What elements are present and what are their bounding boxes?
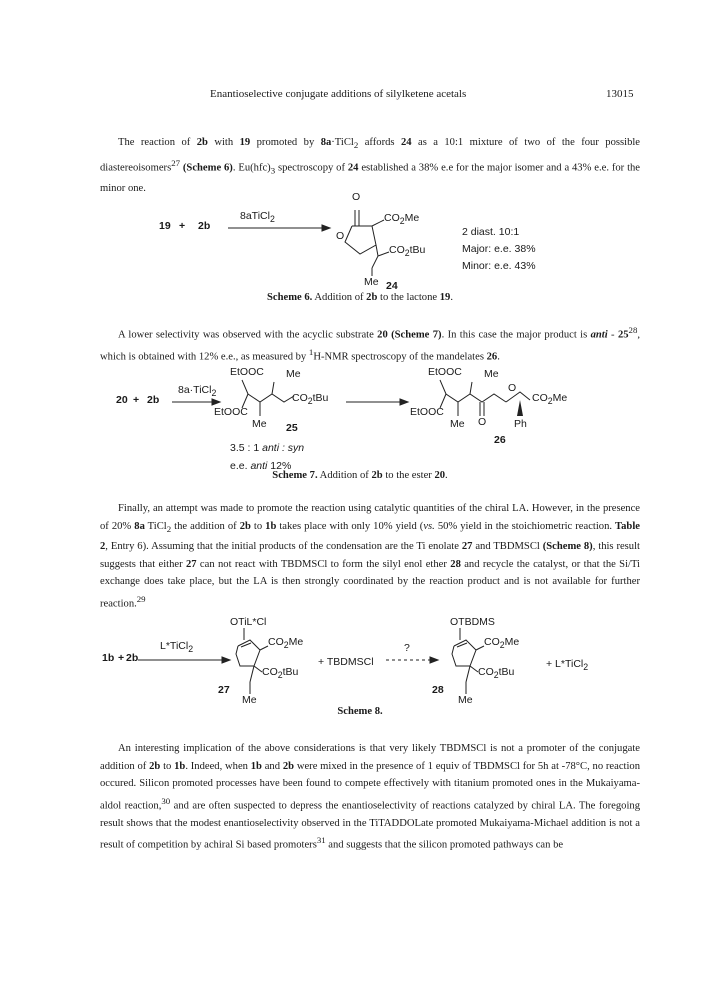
text: CO bbox=[532, 392, 548, 404]
scheme-ref: (Scheme 8) bbox=[542, 541, 593, 553]
methyl-bottom-label-2: Me bbox=[450, 418, 465, 430]
text: CO bbox=[389, 244, 405, 256]
text: tBu bbox=[312, 392, 329, 404]
co2tbu-label bbox=[389, 244, 425, 258]
co2tbu-label bbox=[292, 392, 328, 406]
compound-ref: 24 bbox=[347, 162, 359, 174]
catalyst-label bbox=[546, 658, 588, 672]
caption-label: Scheme 6. bbox=[267, 292, 313, 303]
subscript: 2 bbox=[404, 248, 410, 259]
methyl-top-label-2: Me bbox=[484, 368, 499, 380]
paragraph-4 bbox=[100, 740, 640, 854]
text: . bbox=[497, 351, 500, 363]
text: and TBDMSCl bbox=[472, 541, 543, 553]
compound-27: 27 bbox=[218, 684, 230, 696]
compound-25: 25 bbox=[286, 422, 298, 434]
tbdmscl-label: + TBDMSCl bbox=[318, 656, 374, 668]
text: to bbox=[250, 520, 266, 532]
subscript: 2 bbox=[269, 214, 275, 225]
paragraph-1 bbox=[100, 134, 640, 197]
text: with bbox=[207, 137, 240, 148]
compound-ref: 8a bbox=[320, 137, 332, 148]
compound-ref: 20 bbox=[434, 470, 446, 481]
scheme-8-caption: Scheme 8. bbox=[337, 706, 383, 717]
table-ref: Table 2 bbox=[100, 520, 640, 553]
reference-mark: 28 bbox=[628, 325, 638, 335]
reactant-20: 20 bbox=[116, 394, 128, 406]
page-number: 13015 bbox=[606, 88, 634, 100]
phenyl-label: Ph bbox=[514, 418, 527, 430]
reference-mark: 31 bbox=[316, 835, 326, 846]
methyl-bottom-label: Me bbox=[252, 418, 267, 430]
scheme-6-caption bbox=[0, 292, 720, 303]
paragraph-1-text bbox=[100, 134, 640, 197]
text: promoted by bbox=[250, 137, 321, 148]
text: - bbox=[607, 329, 618, 341]
subscript: 2 bbox=[307, 396, 313, 407]
text: and bbox=[261, 760, 283, 772]
compound-ref: 2b bbox=[371, 470, 383, 481]
text: takes place with only 10% yield ( bbox=[276, 520, 424, 532]
text: were mixed in the presence of 1 equiv of TBDMSCl for 5h at -78°C, no reaction occured. Silicon promoted processes have been found to compete effectively with titanium promoted ones in the Mukaiyama-aldol reaction, bbox=[100, 760, 641, 812]
subscript: 2 bbox=[211, 388, 217, 399]
text: , Entry 6). Assuming that the initial products of the condensation are the Ti enolate bbox=[105, 541, 462, 553]
scheme-7-caption bbox=[0, 470, 720, 481]
compound-ref: 8a bbox=[134, 520, 145, 532]
stereo-term: anti bbox=[590, 329, 608, 341]
carbonyl-oxygen: O bbox=[352, 191, 361, 203]
reagent-label bbox=[178, 384, 216, 398]
text: , which is obtained with 12% e.e., as measured by bbox=[100, 329, 641, 363]
superscript: 1 bbox=[308, 347, 314, 358]
text: . bbox=[450, 292, 453, 303]
compound-ref: 27 bbox=[461, 541, 473, 553]
text: CO bbox=[292, 392, 308, 404]
reactant-2b: 2b bbox=[147, 394, 160, 406]
compound-24: 24 bbox=[386, 280, 398, 292]
co2me-label bbox=[268, 636, 303, 650]
note-minor-ee: Minor: e.e. 43% bbox=[462, 260, 536, 272]
paragraph-3-text bbox=[100, 500, 640, 613]
subscript: 2 bbox=[166, 523, 172, 534]
compound-ref: 28 bbox=[450, 558, 461, 570]
reactant-2b: 2b bbox=[198, 220, 211, 232]
compound-ref: 19 bbox=[439, 292, 451, 303]
text: L*TiCl bbox=[160, 640, 189, 652]
subscript: 2 bbox=[499, 640, 505, 651]
text: 50% yield in the stoichiometric reaction. bbox=[434, 520, 616, 532]
compound-ref: 20 bbox=[377, 329, 388, 341]
etooc-bottom-label: EtOOC bbox=[214, 406, 248, 418]
text: An interesting implication of the above considerations is that very likely TBDMSCl is not a promoter of the conjugate addition of bbox=[100, 743, 640, 772]
text: to the ester bbox=[382, 470, 435, 481]
text: can not react with TBDMSCl to form the silyl enol ether bbox=[196, 558, 451, 570]
text: TiCl bbox=[144, 520, 167, 532]
plus-sign: + bbox=[133, 394, 140, 406]
methyl-top-label: Me bbox=[286, 368, 301, 380]
text: CO bbox=[262, 666, 278, 678]
plus-sign: + bbox=[179, 220, 186, 232]
paragraph-4-text bbox=[100, 740, 640, 854]
scheme-ref: (Scheme 6) bbox=[182, 162, 233, 174]
subscript: 2 bbox=[283, 640, 289, 651]
carbonyl-oxygen: O bbox=[478, 416, 487, 428]
text: Me bbox=[504, 636, 520, 648]
methyl-label: Me bbox=[364, 276, 379, 288]
reactant-2b: 2b bbox=[126, 652, 139, 664]
text: Me bbox=[404, 212, 420, 224]
text: to the lactone bbox=[377, 292, 440, 303]
text: . Indeed, when bbox=[185, 760, 251, 772]
text: 8aTiCl bbox=[240, 210, 270, 222]
plus-sign: + bbox=[118, 652, 125, 664]
text: tBu bbox=[282, 666, 299, 678]
text: Finally, an attempt was made to promote the reaction using catalytic quantities of the chiral LA. However, in the presence of 20% bbox=[100, 503, 640, 532]
text: . bbox=[445, 470, 448, 481]
compound-ref: 2b bbox=[196, 137, 208, 148]
text: 3.5 : 1 bbox=[230, 442, 263, 454]
text: Me bbox=[552, 392, 568, 404]
compound-ref: 19 bbox=[239, 137, 251, 148]
text: anti : syn bbox=[262, 442, 305, 454]
etooc-bottom-label-2: EtOOC bbox=[410, 406, 444, 418]
reference-mark: 30 bbox=[161, 795, 171, 806]
text: Me bbox=[288, 636, 304, 648]
text: + L*TiCl bbox=[546, 658, 584, 670]
text: anti bbox=[250, 460, 268, 472]
text: . In this case the major product is bbox=[441, 329, 591, 341]
compound-ref: 1b bbox=[265, 520, 277, 532]
compound-ref: 27 bbox=[185, 558, 197, 570]
text: CO bbox=[478, 666, 494, 678]
silyl-ether-label: OTBDMS bbox=[450, 616, 495, 628]
reactant-19: 19 bbox=[159, 220, 171, 232]
question-mark: ? bbox=[404, 642, 410, 654]
scheme-7-structure bbox=[0, 360, 720, 480]
text: and suggests that the silicon promoted pathways can be bbox=[325, 839, 564, 851]
text: tBu bbox=[409, 244, 426, 256]
compound-ref: 24 bbox=[400, 137, 412, 148]
text: ·TiCl bbox=[331, 137, 354, 148]
methyl-label: Me bbox=[242, 694, 257, 706]
subscript: 2 bbox=[583, 662, 589, 673]
caption-label: Scheme 7. bbox=[272, 470, 318, 481]
ester-oxygen: O bbox=[508, 382, 517, 394]
text: CO bbox=[484, 636, 500, 648]
compound-ref: 1b bbox=[174, 760, 186, 772]
text: as a 10:1 mixture of two of the four possible diastereoisomers bbox=[100, 137, 641, 174]
subscript: 3 bbox=[270, 165, 276, 176]
scheme-ref: (Scheme 7) bbox=[391, 329, 442, 341]
co2me-label bbox=[532, 392, 567, 406]
text: The reaction of bbox=[118, 137, 197, 148]
subscript: 2 bbox=[277, 670, 283, 681]
etooc-top-label: EtOOC bbox=[230, 366, 264, 378]
titanium-enolate-label: OTiL*Cl bbox=[230, 616, 267, 628]
reactant-1b: 1b bbox=[102, 652, 115, 664]
scheme-7 bbox=[0, 360, 720, 480]
compound-28: 28 bbox=[432, 684, 444, 696]
text: Addition of bbox=[317, 470, 372, 481]
running-header bbox=[210, 88, 466, 100]
etooc-top-label-2: EtOOC bbox=[428, 366, 462, 378]
subscript: 2 bbox=[399, 216, 405, 227]
wedge-bond bbox=[517, 400, 523, 416]
reagent-label bbox=[240, 210, 275, 224]
ratio-label bbox=[230, 442, 304, 454]
text: to bbox=[160, 760, 175, 772]
text: CO bbox=[268, 636, 284, 648]
compound-ref: 26 bbox=[486, 351, 498, 363]
text: A lower selectivity was observed with the acyclic substrate bbox=[118, 329, 378, 341]
compound-ref: 1b bbox=[250, 760, 262, 772]
text: spectroscopy of bbox=[275, 162, 348, 174]
text: and recycle the catalyst, or that the Si/Ti exchange does take place, but the LA is then strongly coordinated by the reaction product and is not available for further reaction. bbox=[100, 558, 641, 610]
co2me-label bbox=[384, 212, 419, 226]
text: 12% bbox=[267, 460, 292, 472]
text: and are often suspected to depress the enantioselectivity of reactions catalyzed by chiral LA. The foregoing result shows that the modest enantioselectivity observed in the TiTADDOLate promoted Mukaiyama-Michael addition is not a result of competition by achiral Si based promoters bbox=[100, 800, 641, 851]
running-title: Enantioselective conjugate additions of silylketene acetals bbox=[210, 88, 467, 100]
reference-mark: 27 bbox=[171, 157, 181, 168]
text: vs. bbox=[423, 520, 435, 532]
compound-26: 26 bbox=[494, 434, 506, 446]
text: Addition of bbox=[312, 292, 367, 303]
text: established a 38% e.e for the major isomer and a 43% e.e. for the minor one. bbox=[100, 162, 641, 194]
compound-ref: 2b bbox=[366, 292, 378, 303]
text: tBu bbox=[498, 666, 515, 678]
subscript: 2 bbox=[547, 396, 553, 407]
text: e.e. bbox=[230, 460, 251, 472]
co2tbu-label-2 bbox=[478, 666, 514, 680]
text: . Eu(hfc) bbox=[232, 162, 271, 174]
subscript: 2 bbox=[353, 140, 359, 151]
text: H-NMR spectroscopy of the mandelates bbox=[313, 351, 487, 363]
text: affords bbox=[358, 137, 401, 148]
compound-ref: 25 bbox=[617, 329, 629, 341]
subscript: 2 bbox=[493, 670, 499, 681]
reagent-label bbox=[160, 640, 193, 654]
paragraph-3 bbox=[100, 500, 640, 613]
reference-mark: 29 bbox=[136, 593, 146, 604]
text: CO bbox=[384, 212, 400, 224]
text: the addition of bbox=[171, 520, 240, 532]
note-major-ee: Major: e.e. 38% bbox=[462, 243, 536, 255]
co2tbu-label bbox=[262, 666, 298, 680]
compound-ref: 2b bbox=[282, 760, 295, 772]
methyl-label-2: Me bbox=[458, 694, 473, 706]
co2me-label-2 bbox=[484, 636, 519, 650]
subscript: 2 bbox=[188, 644, 194, 655]
compound-ref: 2b bbox=[149, 760, 161, 772]
compound-ref: 2b bbox=[239, 520, 251, 532]
text: , this result suggests that either bbox=[100, 541, 640, 570]
note-diastereomers: 2 diast. 10:1 bbox=[462, 226, 520, 238]
ring-oxygen: O bbox=[336, 230, 345, 242]
text: 8a·TiCl bbox=[178, 384, 212, 396]
